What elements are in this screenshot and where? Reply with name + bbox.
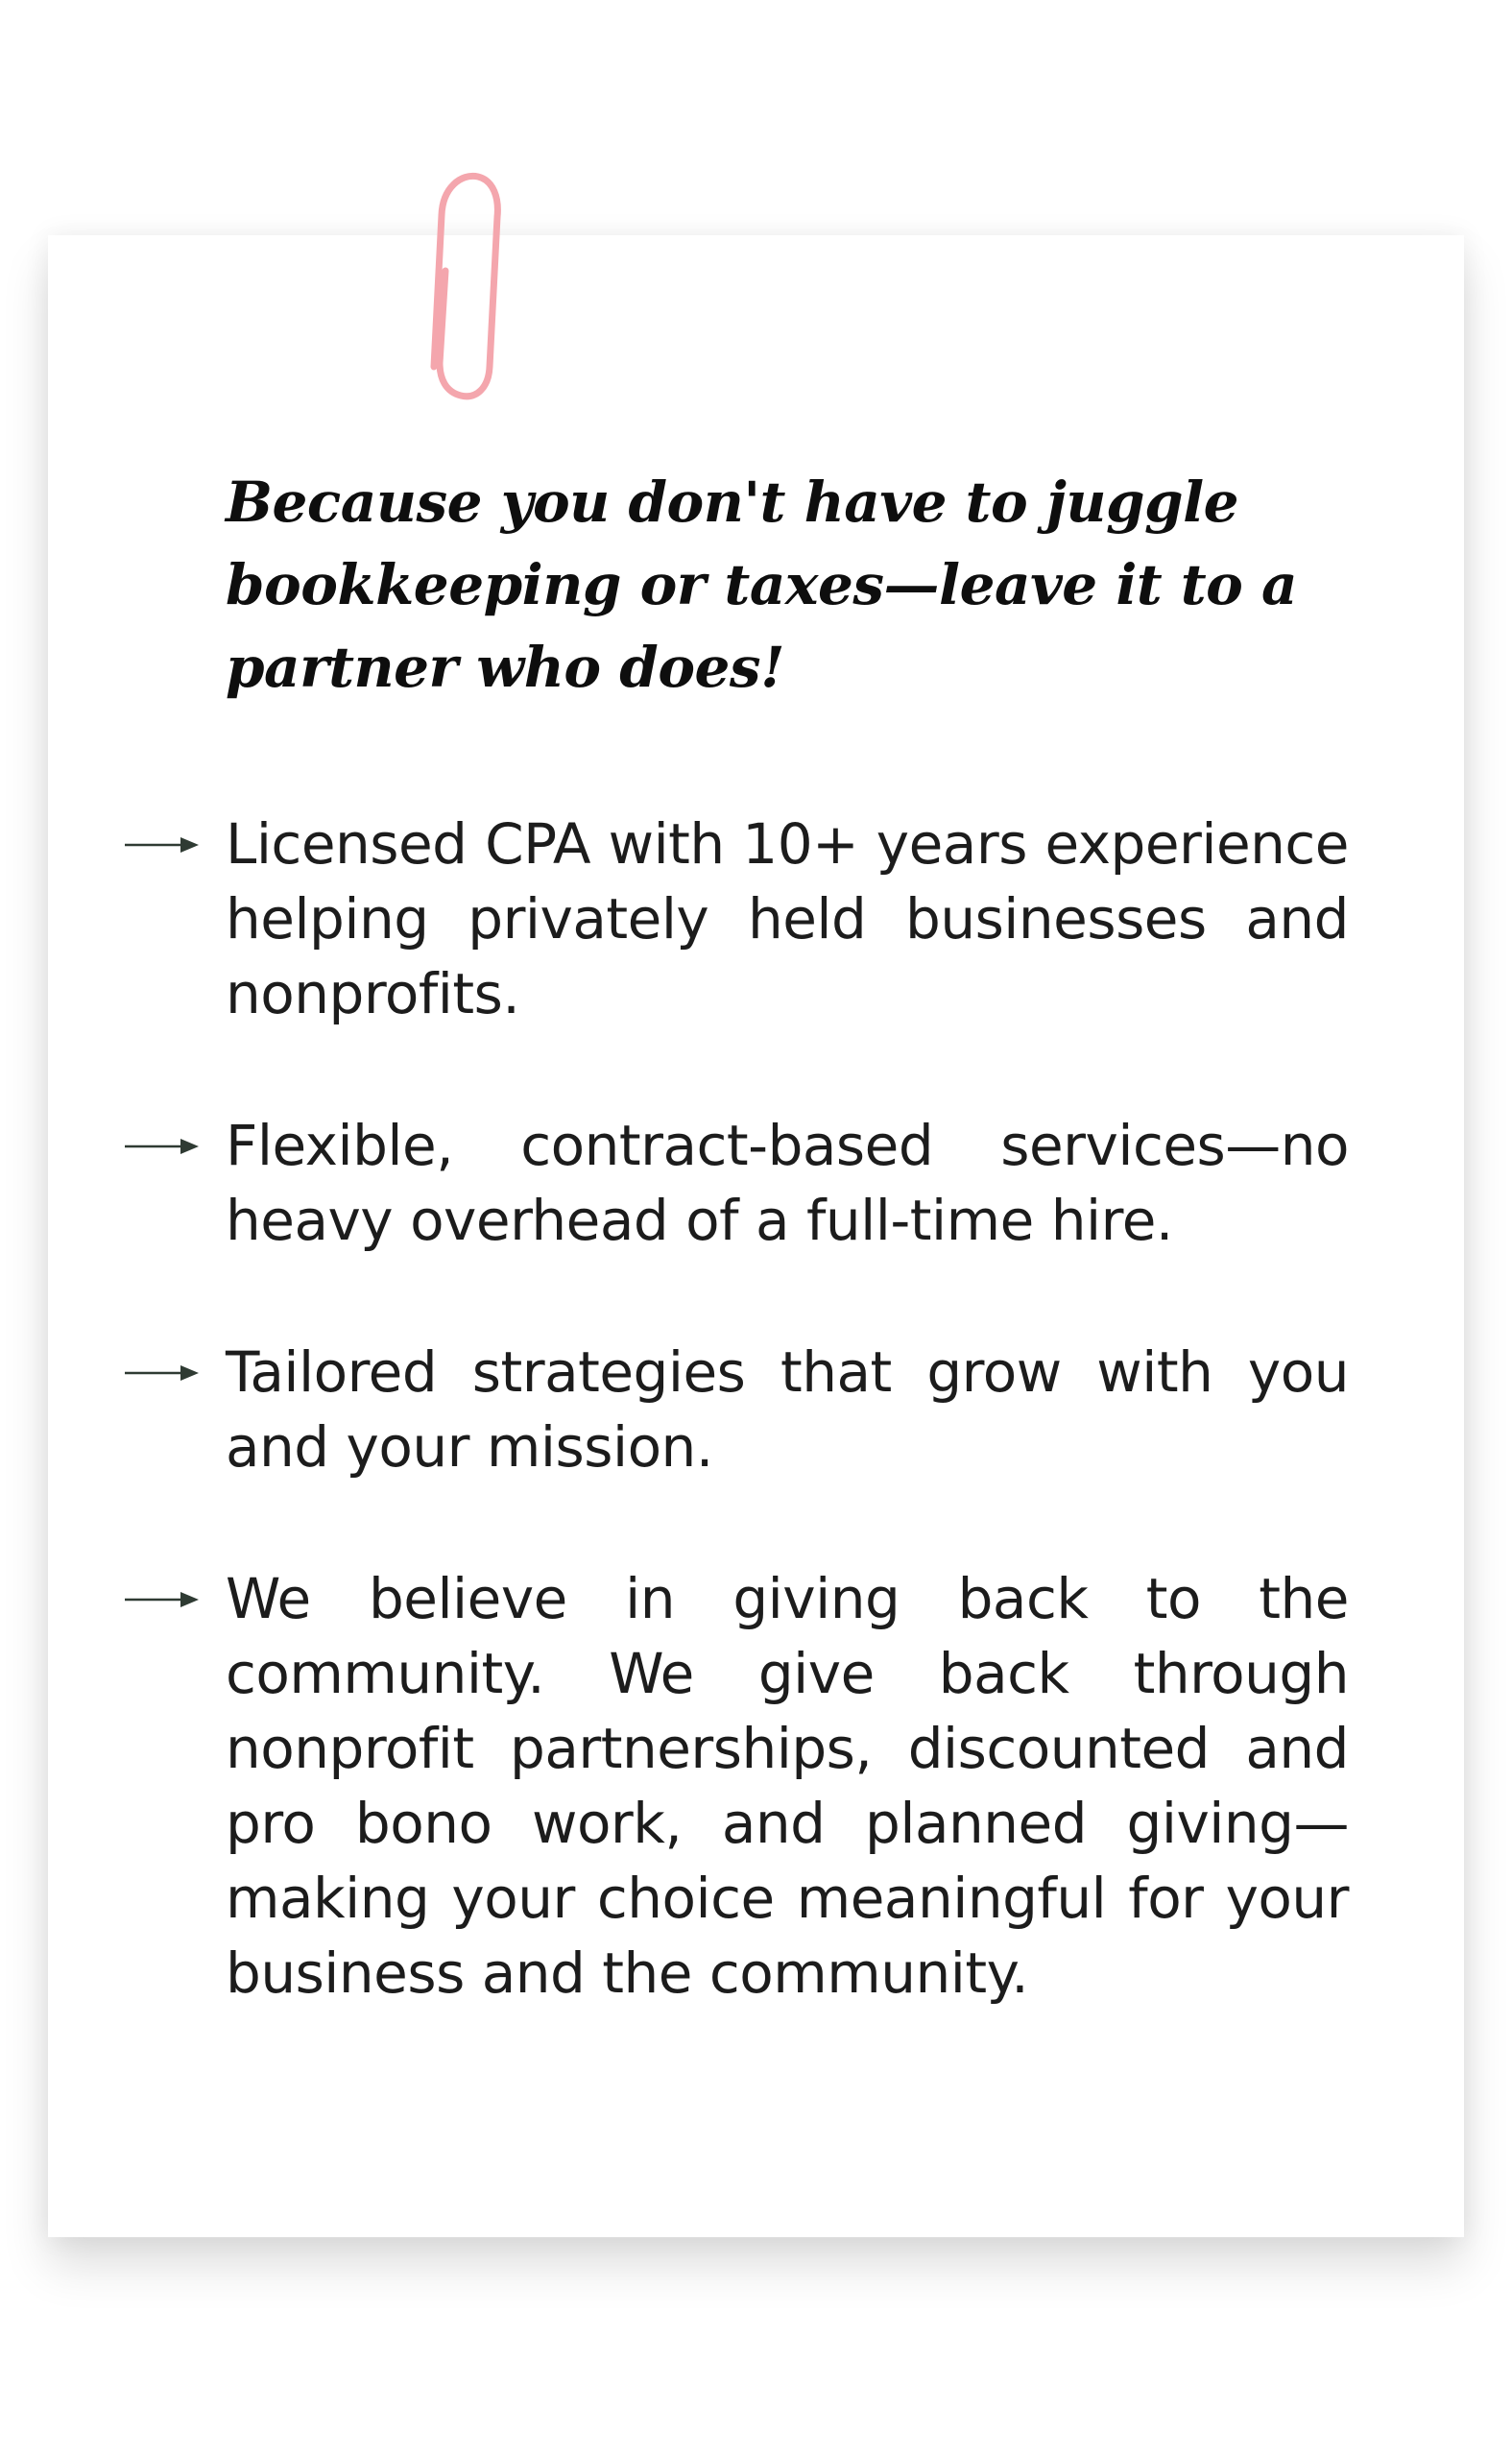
feature-text: Tailored strategies that grow with you and your mission. (226, 1339, 1349, 1480)
feature-item (125, 1335, 1349, 1484)
arrow-right-icon (125, 1137, 199, 1156)
feature-text: We believe in giving back to the community. We give back through nonprofit partnerships, discounted and pro bono work, and planned giving—making your choice meaningful for your business and the community. (226, 1566, 1349, 2006)
arrow-right-icon (125, 835, 199, 855)
feature-text: Licensed CPA with 10+ years experience helping privately held businesses and nonprofits. (226, 811, 1349, 1026)
feature-item (125, 807, 1349, 1031)
feature-text: Flexible, contract-based services—no heavy overhead of a full-time hire. (226, 1113, 1349, 1253)
tagline: Because you don't have to juggle bookkeeping or taxes—leave it to a partner who does! (226, 470, 1298, 700)
arrow-right-icon (125, 1590, 199, 1609)
feature-list (125, 807, 1349, 2087)
feature-item (125, 1108, 1349, 1258)
feature-item (125, 1561, 1349, 2011)
arrow-right-icon (125, 1363, 199, 1383)
paperclip-icon (422, 165, 505, 407)
